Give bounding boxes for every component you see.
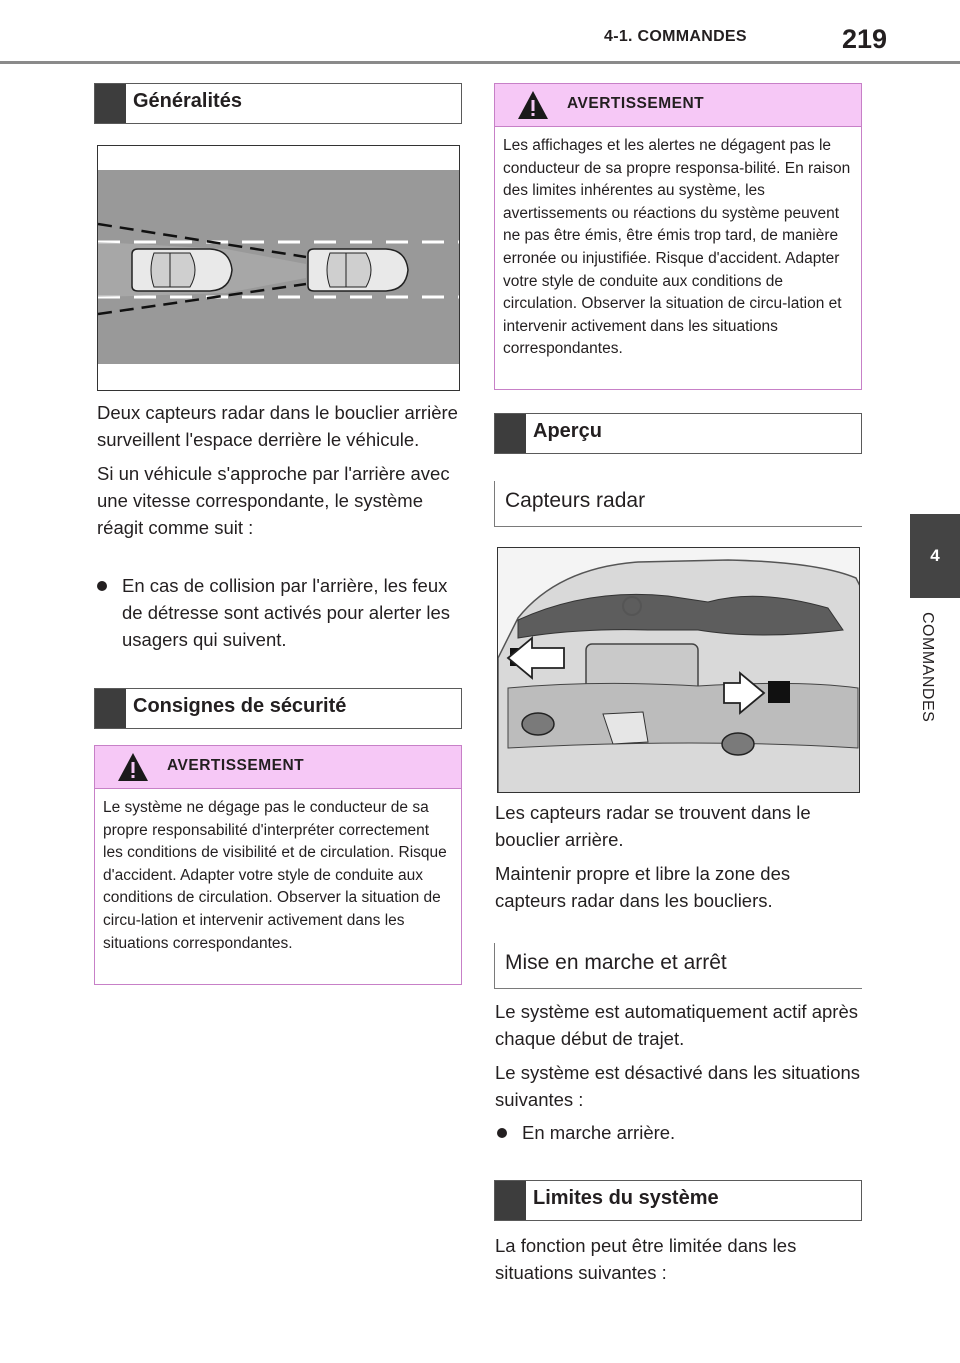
marche-paragraph-2: Le système est désactivé dans les situations suivantes :	[495, 1062, 861, 1110]
marche-paragraph-1: Le système est automatiquement actif après chaque début de trajet.	[495, 1001, 858, 1049]
chapter-tab-label: COMMANDES	[919, 612, 936, 723]
warning-header	[495, 84, 861, 127]
intro-paragraph-2: Si un véhicule s'approche par l'arrière avec une vitesse correspondante, le système réagit comme suit :	[97, 463, 450, 538]
capteurs-text	[495, 799, 865, 921]
header-divider	[0, 61, 960, 64]
limites-text	[495, 1232, 865, 1293]
section-heading-apercu	[494, 413, 862, 454]
rear-vehicle	[132, 249, 232, 291]
list-item-text: En marche arrière.	[522, 1122, 676, 1143]
section-heading-title: Limites du système	[533, 1187, 719, 1209]
bullet-dot-icon	[497, 1128, 507, 1138]
section-heading-limites	[494, 1180, 862, 1221]
rear-bumper-figure	[497, 547, 860, 793]
section-heading-bar	[95, 689, 126, 728]
warning-title: AVERTISSEMENT	[567, 95, 705, 112]
warning-triangle-icon	[516, 89, 550, 121]
section-heading-bar	[495, 414, 526, 453]
bullet-dot-icon	[97, 581, 107, 591]
warning-body: Les affichages et les alertes ne dégagent pas le conducteur de sa propre responsa-bilité. En raison des limites inhérentes au système, les avertissements ou réactions du système peuvent ne pas être émis, être émis trop tard, de manière erronée ou injustifiée. Risque d'accident. Adapter votre style de conduite aux conditions de circulation. Observer la situation de circu-lation et intervenir activement dans les situations correspondantes.	[503, 137, 851, 358]
rear-bumper-illustration	[498, 548, 860, 793]
bumper-lower	[508, 683, 858, 748]
list-item	[497, 1119, 862, 1146]
front-vehicle	[308, 249, 408, 291]
warning-box-left	[94, 745, 462, 985]
page-number: 219	[842, 24, 888, 54]
section-heading-consignes	[94, 688, 462, 729]
intro-paragraph-1: Deux capteurs radar dans le bouclier arrière surveillent l'espace derrière le véhicule.	[97, 402, 458, 450]
warning-header	[95, 746, 461, 789]
warning-box-right	[494, 83, 862, 390]
section-heading-title: Généralités	[133, 90, 242, 112]
section-heading-title: Aperçu	[533, 420, 602, 442]
section-heading-title: Consignes de sécurité	[133, 695, 347, 717]
radar-sensor-right	[768, 681, 790, 703]
section-heading-generalites	[94, 83, 462, 124]
section-heading-bar	[95, 84, 126, 123]
exhaust-right	[722, 733, 754, 755]
warning-triangle-icon	[116, 751, 150, 783]
road-diagram	[98, 146, 460, 391]
list-item	[97, 572, 462, 653]
section-heading-bar	[495, 1181, 526, 1220]
subsection-heading-capteurs: Capteurs radar	[494, 481, 862, 527]
chapter-section-label: 4-1. COMMANDES	[604, 28, 747, 45]
capteurs-paragraph-2: Maintenir propre et libre la zone des capteurs radar dans les boucliers.	[495, 863, 791, 911]
intro-text	[97, 399, 462, 548]
subsection-heading-marche: Mise en marche et arrêt	[494, 943, 862, 989]
warning-body: Le système ne dégage pas le conducteur de sa propre responsabilité d'interpréter correctement les conditions de visibilité et de circulation. Risque d'accident. Adapter votre style de conduite aux conditions de circulation. Observer la situation de circu-lation et intervenir activement dans les situations correspondantes.	[103, 799, 447, 952]
warning-title: AVERTISSEMENT	[167, 757, 305, 774]
exhaust-left	[522, 713, 554, 735]
capteurs-paragraph-1: Les capteurs radar se trouvent dans le bouclier arrière.	[495, 802, 811, 850]
marche-text	[495, 998, 865, 1120]
road-diagram-figure	[97, 145, 460, 391]
chapter-tab[interactable]: 4	[910, 514, 960, 598]
limites-paragraph-1: La fonction peut être limitée dans les situations suivantes :	[495, 1235, 797, 1283]
list-item-text: En cas de collision par l'arrière, les feux de détresse sont activés pour alerter les usagers qui suivent.	[122, 575, 451, 650]
